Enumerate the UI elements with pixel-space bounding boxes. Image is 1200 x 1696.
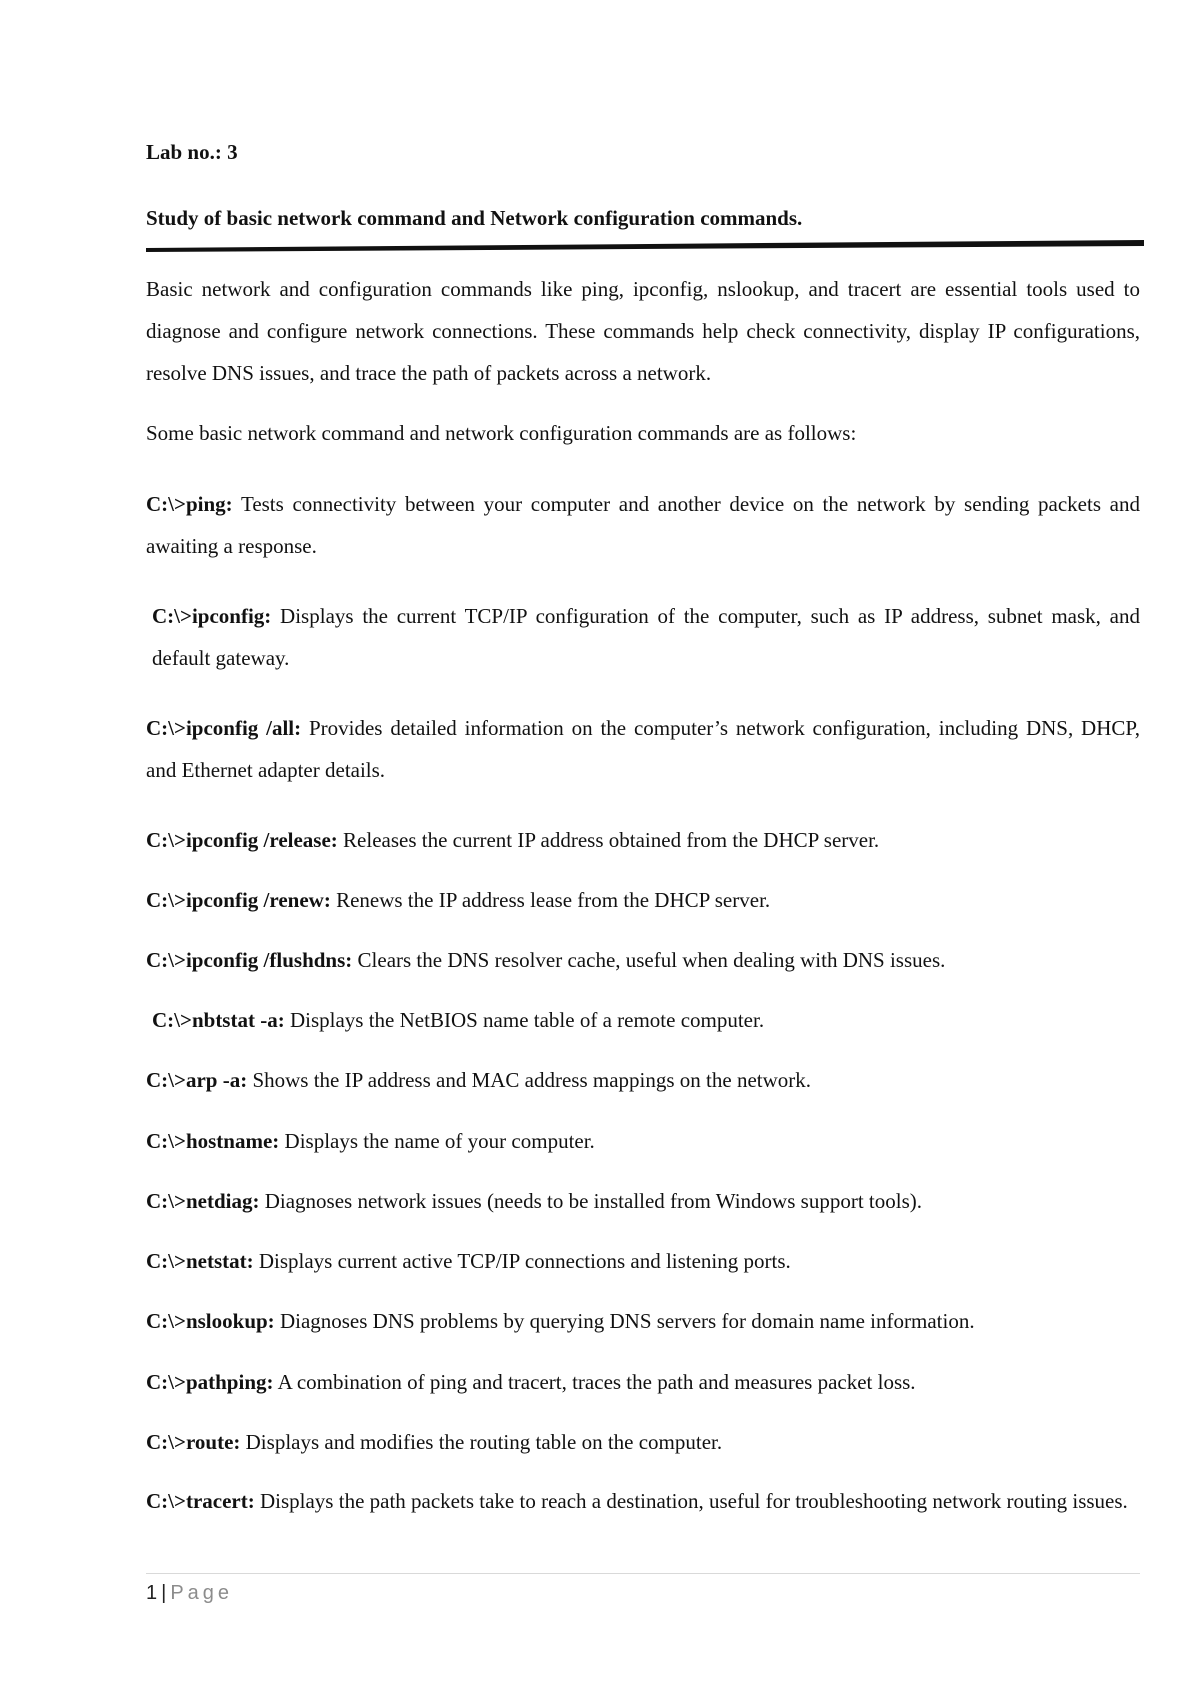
document-title: Study of basic network command and Network configuration commands. — [146, 206, 803, 230]
command-item-nbtstat — [146, 999, 1140, 1041]
command-item-ipconfig — [146, 595, 1140, 679]
command-name: C:\>ipconfig /flushdns: — [146, 948, 353, 972]
commands-lead-in: Some basic network command and network configuration commands are as follows: — [146, 421, 857, 445]
command-description: Clears the DNS resolver cache, useful when dealing with DNS issues. — [352, 948, 946, 972]
command-name: C:\>ping: — [146, 492, 233, 516]
command-item-netdiag — [146, 1180, 1140, 1222]
command-item-tracert — [146, 1486, 1140, 1517]
command-name: C:\>nbtstat -a: — [152, 1008, 285, 1032]
command-name: C:\>netdiag: — [146, 1189, 260, 1213]
command-item-ipconfig-release — [146, 819, 1140, 861]
command-name: C:\>arp -a: — [146, 1068, 248, 1092]
command-name: C:\>nslookup: — [146, 1309, 275, 1333]
command-name: C:\>tracert: — [146, 1489, 255, 1513]
command-description: Displays and modifies the routing table on the computer. — [240, 1430, 723, 1454]
command-item-netstat — [146, 1240, 1140, 1282]
command-description: Tests connectivity between your computer and another device on the network by sending packets and awaiting a response. — [146, 492, 1140, 558]
command-description: Shows the IP address and MAC address mappings on the network. — [247, 1068, 812, 1092]
command-name: C:\>ipconfig /all: — [146, 716, 302, 740]
page-number: 1 — [146, 1582, 158, 1604]
lab-number-heading: Lab no.: 3 — [146, 140, 238, 164]
command-description: Diagnoses network issues (needs to be installed from Windows support tools). — [259, 1189, 922, 1213]
command-description: Displays the NetBIOS name table of a remote computer. — [284, 1008, 765, 1032]
command-item-ipconfig-all — [146, 707, 1140, 791]
intro-paragraph: Basic network and configuration commands like ping, ipconfig, nslookup, and tracert are essential tools used to diagnose and configure network connections. These commands help check connectivity, display IP configurations, resolve DNS issues, and trace the path of packets across a network. — [146, 277, 1140, 385]
command-description: Releases the current IP address obtained from the DHCP server. — [337, 828, 880, 852]
command-description: Displays the current TCP/IP configuration of the computer, such as IP address, subnet mask, and default gateway. — [152, 604, 1140, 670]
command-item-route — [146, 1421, 1140, 1463]
title-underline-rule — [146, 239, 1144, 253]
command-item-ipconfig-renew — [146, 879, 1140, 921]
command-name: C:\>pathping: — [146, 1370, 274, 1394]
command-name: C:\>hostname: — [146, 1129, 280, 1153]
command-item-hostname — [146, 1120, 1140, 1162]
page-footer — [146, 1582, 233, 1605]
command-description: Displays current active TCP/IP connections and listening ports. — [253, 1249, 791, 1273]
command-name: C:\>ipconfig /release: — [146, 828, 338, 852]
command-item-arp — [146, 1059, 1140, 1101]
command-item-nslookup — [146, 1300, 1140, 1342]
command-name: C:\>ipconfig: — [152, 604, 272, 628]
command-description: Displays the path packets take to reach a destination, useful for troubleshooting network routing issues. — [254, 1489, 1128, 1513]
footer-divider — [146, 1573, 1140, 1574]
command-item-ping — [146, 483, 1140, 567]
footer-separator: | — [161, 1582, 167, 1604]
command-description: Renews the IP address lease from the DHCP server. — [330, 888, 771, 912]
command-name: C:\>ipconfig /renew: — [146, 888, 331, 912]
command-name: C:\>route: — [146, 1430, 241, 1454]
command-description: A combination of ping and tracert, traces the path and measures packet loss. — [273, 1370, 916, 1394]
command-item-ipconfig-flushdns — [146, 939, 1140, 981]
command-item-pathping — [146, 1361, 1140, 1403]
command-description: Displays the name of your computer. — [279, 1129, 595, 1153]
command-description: Diagnoses DNS problems by querying DNS servers for domain name information. — [274, 1309, 975, 1333]
command-name: C:\>netstat: — [146, 1249, 254, 1273]
command-description: Provides detailed information on the computer’s network configuration, including DNS, DHCP, and Ethernet adapter details. — [146, 716, 1140, 782]
page-label: Page — [170, 1582, 234, 1604]
